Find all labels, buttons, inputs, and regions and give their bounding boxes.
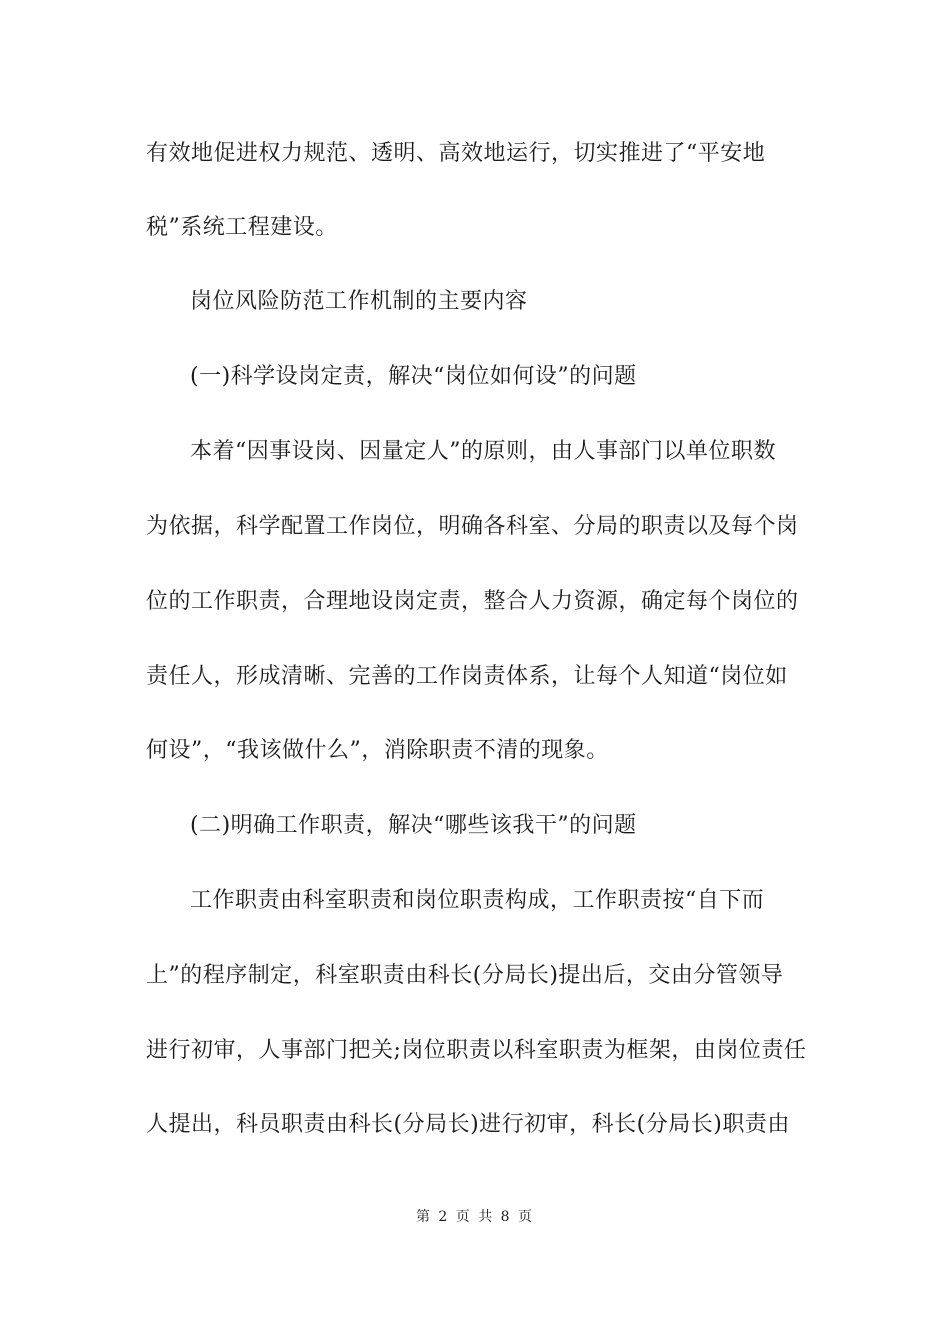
paragraph-line-9: 何设”，“我该做什么”，消除职责不清的现象。 [146, 738, 609, 763]
page-number-footer: 第 2 页 共 8 页 [415, 1209, 535, 1225]
paragraph-line-5: 本着“因事设岗、因量定人”的原则，由人事部门以单位职数 [190, 439, 776, 464]
paragraph-line-1: 有效地促进权力规范、透明、高效地运行，切实推进了“平安地 [146, 141, 766, 166]
subheading-2: (二)明确工作职责，解决“哪些该我干”的问题 [190, 813, 637, 838]
section-heading: 岗位风险防范工作机制的主要内容 [190, 289, 528, 314]
paragraph-line-6: 为依据，科学配置工作岗位，明确各科室、分局的职责以及每个岗 [146, 514, 799, 539]
paragraph-line-11: 工作职责由科室职责和岗位职责构成，工作职责按“自下而 [190, 888, 765, 913]
subheading-1: (一)科学设岗定责，解决“岗位如何设”的问题 [190, 364, 637, 389]
paragraph-line-8: 责任人，形成清晰、完善的工作岗责体系，让每个人知道“岗位如 [146, 664, 788, 689]
paragraph-line-2: 税”系统工程建设。 [146, 215, 338, 240]
paragraph-line-7: 位的工作职责，合理地设岗定责，整合人力资源，确定每个岗位的 [146, 589, 799, 614]
paragraph-line-13: 进行初审，人事部门把关;岗位职责以科室职责为框架，由岗位责任 [146, 1038, 807, 1063]
paragraph-line-14: 人提出，科员职责由科长(分局长)进行初审，科长(分局长)职责由 [146, 1112, 790, 1137]
paragraph-line-12: 上”的程序制定，科室职责由科长(分局长)提出后，交由分管领导 [146, 963, 784, 988]
